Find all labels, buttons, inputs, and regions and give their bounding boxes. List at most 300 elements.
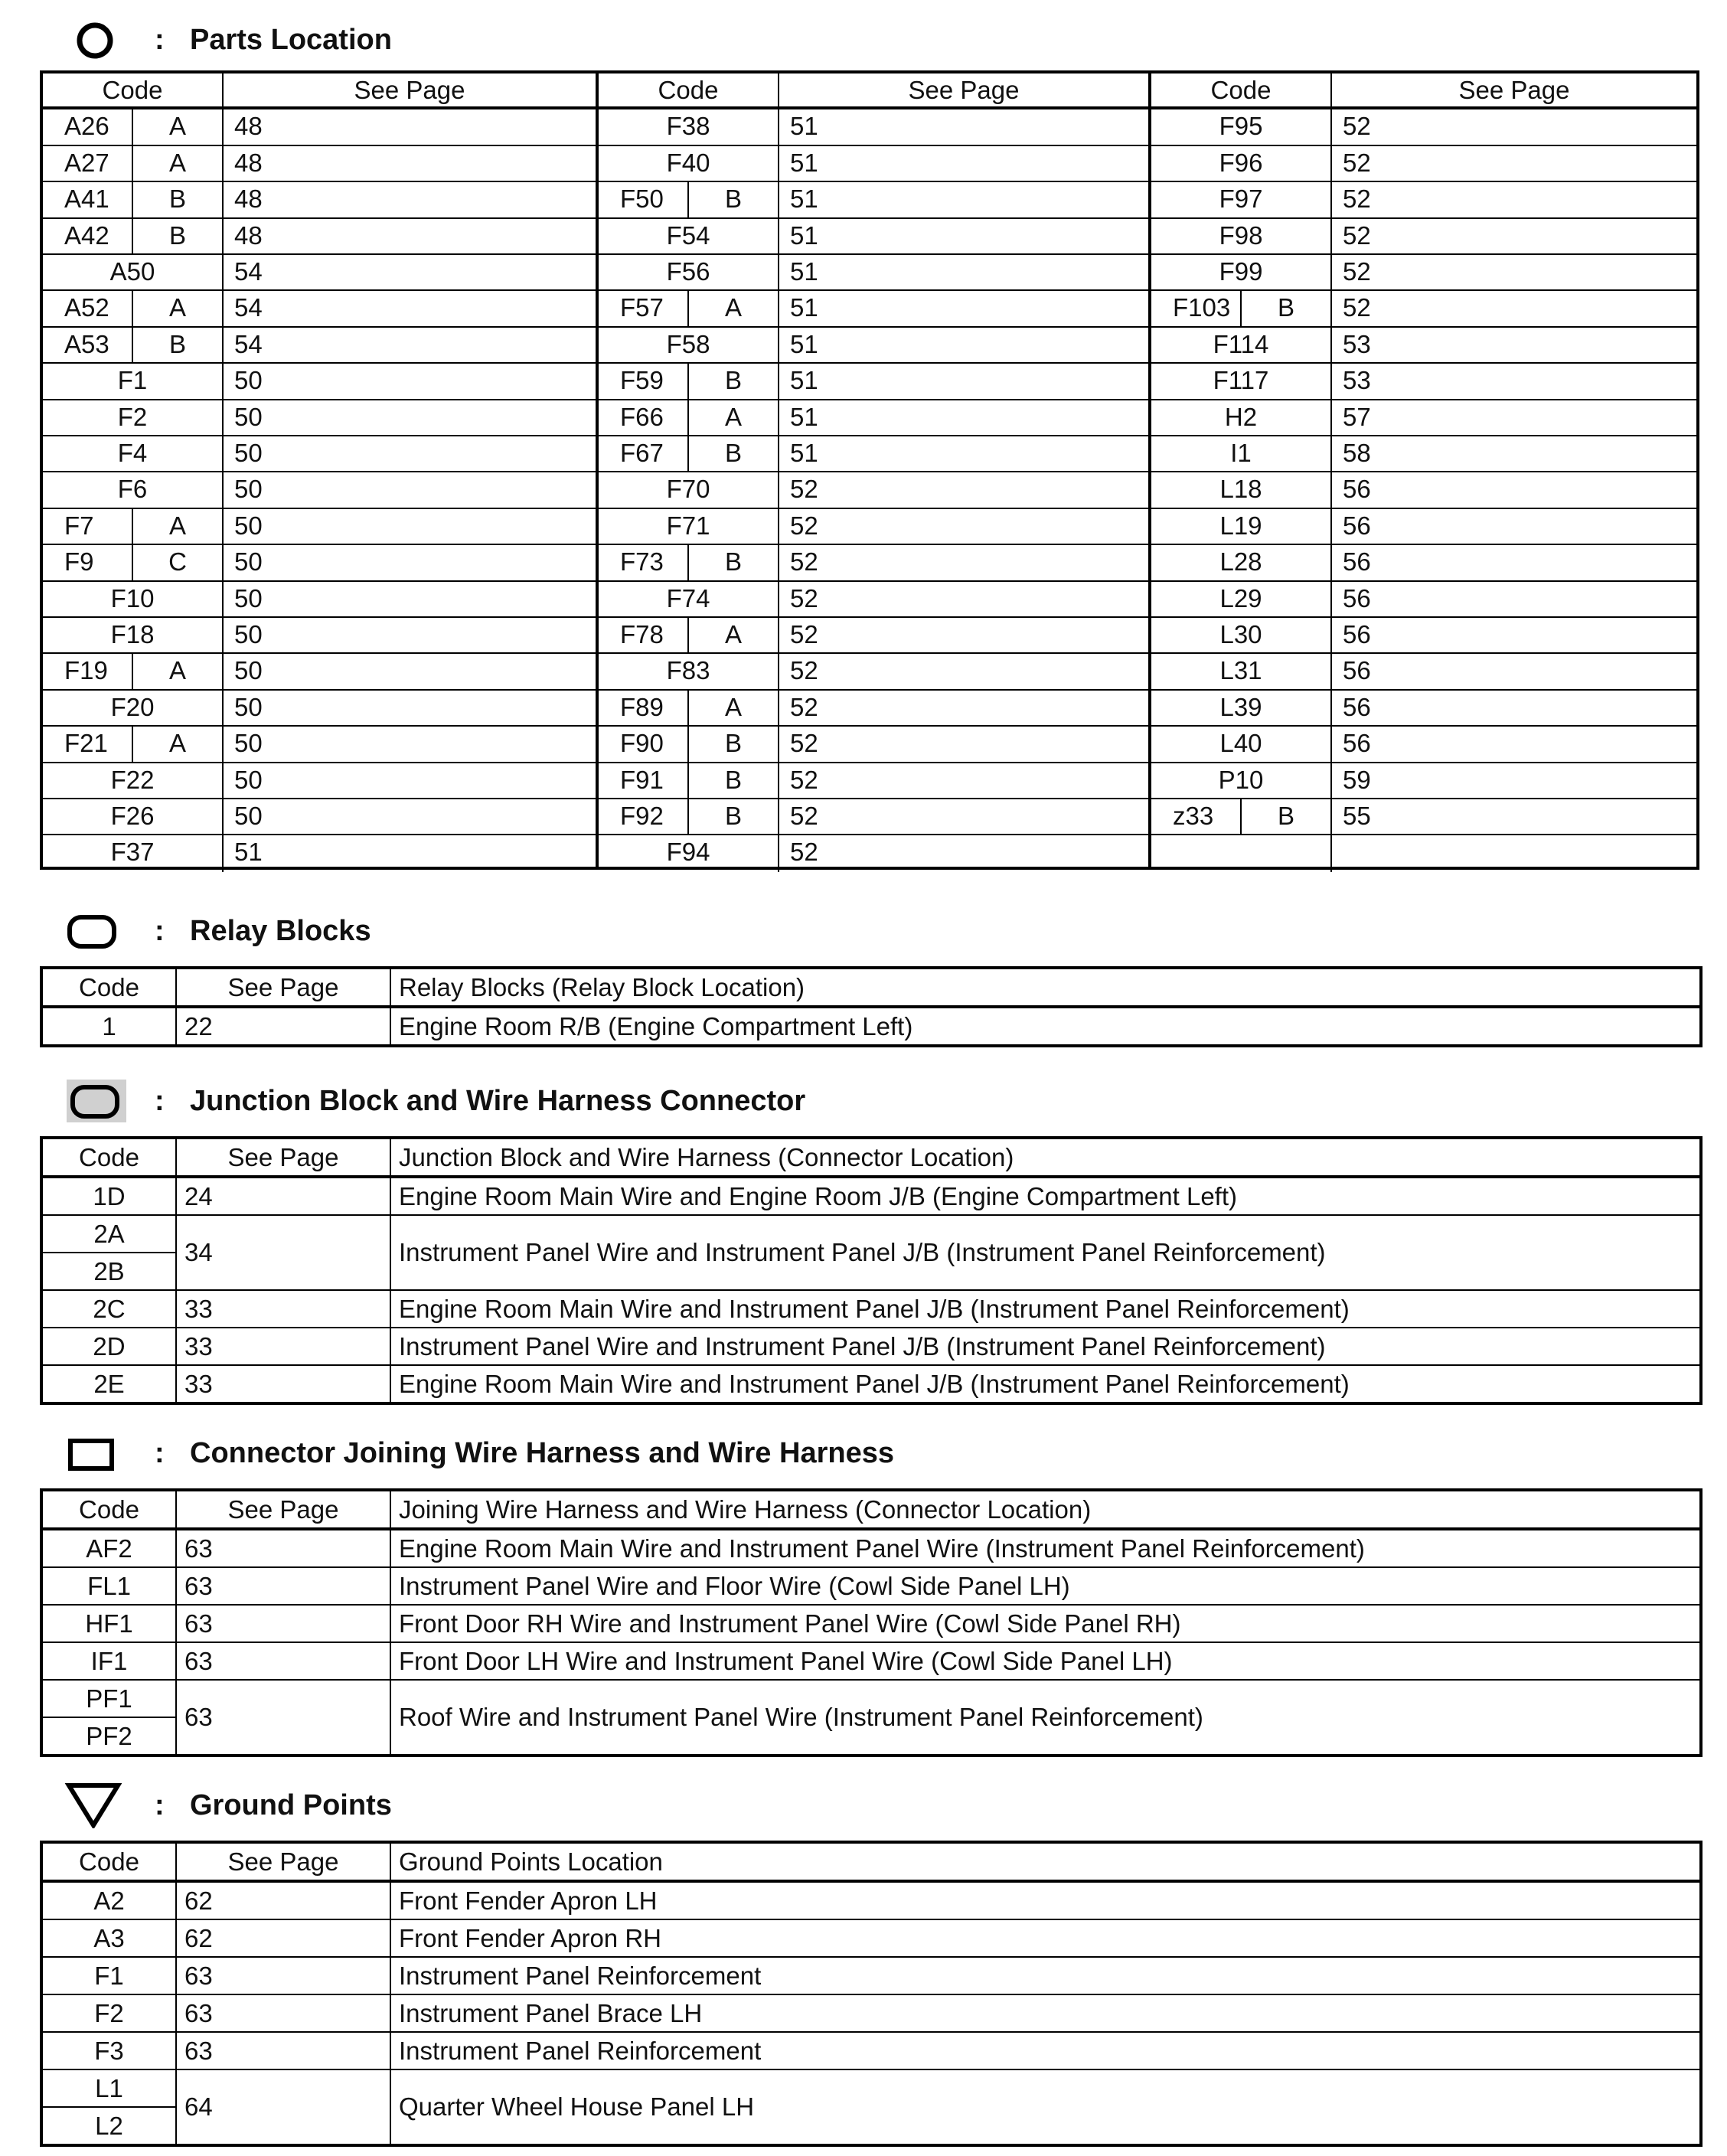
see-page-value: 52 <box>1343 185 1371 214</box>
see-page-value: 63 <box>176 1605 390 1642</box>
code-cell <box>1151 364 1332 398</box>
table-row <box>599 436 1148 472</box>
code-cell <box>43 799 224 834</box>
table-row <box>43 509 596 545</box>
code-cell <box>599 582 779 616</box>
table-row <box>43 146 596 182</box>
code-value: F18 <box>110 620 155 648</box>
location-value: Front Fender Apron RH <box>390 1919 1701 1957</box>
see-page-value: 62 <box>176 1919 390 1957</box>
table-row <box>43 472 596 508</box>
code-suffix: B <box>724 366 742 395</box>
table-row <box>43 763 596 799</box>
location-value: Instrument Panel Reinforcement <box>390 2032 1701 2069</box>
code-suffix: B <box>168 220 186 250</box>
table-row <box>1151 146 1696 182</box>
code-suffix: B <box>1277 293 1294 322</box>
code-value: L31 <box>1219 656 1262 685</box>
code-value: AF2 <box>41 1529 176 1567</box>
header-see-page: See Page <box>1458 76 1570 104</box>
see-page-value: 51 <box>790 293 818 322</box>
code-value: F2 <box>117 402 148 431</box>
code-value: A41 <box>43 182 133 217</box>
section-colon: : <box>155 24 165 56</box>
table-row <box>43 727 596 763</box>
code-value: A27 <box>43 146 133 181</box>
see-page-value: 51 <box>790 148 818 177</box>
code-cell <box>43 763 224 798</box>
see-page-value: 33 <box>176 1290 390 1328</box>
code-cell <box>1151 654 1332 688</box>
see-page-value: 56 <box>1343 547 1371 577</box>
table-row <box>599 763 1148 799</box>
table-row <box>599 472 1148 508</box>
table-row <box>599 654 1148 690</box>
ground-points-table <box>40 1841 1703 2147</box>
see-page-value: 22 <box>176 1007 390 1046</box>
parts-location-table <box>40 70 1699 870</box>
code-value: F1 <box>117 366 148 395</box>
code-value: F74 <box>666 583 710 612</box>
code-suffix: B <box>724 439 742 467</box>
see-page-value: 50 <box>234 402 263 431</box>
see-page-value: 50 <box>234 802 263 830</box>
table-row <box>43 835 596 871</box>
code-value: L19 <box>1219 511 1262 540</box>
see-page-value: 52 <box>790 583 818 612</box>
table-row <box>43 582 596 618</box>
see-page-value: 52 <box>790 511 818 540</box>
code-value: 2C <box>41 1290 176 1328</box>
code-cell <box>1151 182 1332 217</box>
code-cell <box>43 727 224 761</box>
table-row <box>43 109 596 145</box>
code-value: A2 <box>41 1881 176 1919</box>
table-row <box>1151 364 1696 400</box>
table-row <box>599 400 1148 436</box>
code-value: F117 <box>1213 366 1269 395</box>
see-page-value: 52 <box>1343 220 1371 250</box>
code-cell <box>43 654 224 688</box>
table-row <box>1151 219 1696 255</box>
rounded-rectangle-icon <box>61 908 132 954</box>
see-page-value: 54 <box>234 293 263 322</box>
table-row <box>599 582 1148 618</box>
code-cell <box>1151 436 1332 471</box>
table-row <box>43 436 596 472</box>
code-value: F114 <box>1213 329 1269 358</box>
code-cell <box>43 436 224 471</box>
code-suffix: C <box>168 547 187 577</box>
see-page-value: 50 <box>234 765 263 794</box>
code-cell <box>43 509 224 544</box>
code-cell <box>599 219 779 253</box>
table-row <box>41 1177 1701 1215</box>
see-page-value: 56 <box>1343 729 1371 758</box>
table-row <box>43 328 596 364</box>
code-cell <box>1151 472 1332 507</box>
section-colon: : <box>155 1437 165 1469</box>
code-cell <box>43 691 224 725</box>
see-page-value: 51 <box>790 257 818 286</box>
see-page-value: 56 <box>1343 475 1371 504</box>
code-cell <box>599 146 779 181</box>
location-value: Engine Room Main Wire and Instrument Panel Wire (Instrument Panel Reinforcement) <box>390 1529 1701 1567</box>
parts-location-column <box>1148 74 1696 867</box>
header-row <box>41 968 1701 1007</box>
code-cell <box>1151 691 1332 725</box>
code-cell <box>1151 146 1332 181</box>
table-row <box>43 691 596 727</box>
table-row <box>599 291 1148 327</box>
rectangle-icon <box>61 1430 132 1476</box>
header-location: Joining Wire Harness and Wire Harness (Connector Location) <box>390 1490 1701 1529</box>
junction-block-table <box>40 1136 1703 1405</box>
header-code: Code <box>41 968 176 1007</box>
code-value: F90 <box>599 727 689 761</box>
see-page-value: 54 <box>234 257 263 286</box>
code-cell <box>1151 509 1332 544</box>
code-value: F4 <box>117 439 148 467</box>
header-see-page: See Page <box>176 1490 390 1529</box>
see-page-value: 33 <box>176 1365 390 1403</box>
table-row <box>43 182 596 218</box>
code-suffix: B <box>724 765 742 794</box>
table-row <box>599 328 1148 364</box>
table-row <box>1151 691 1696 727</box>
table-row <box>599 182 1148 218</box>
table-row <box>599 618 1148 654</box>
code-value: A50 <box>109 257 155 286</box>
code-cell <box>599 691 779 725</box>
code-value: L28 <box>1219 547 1262 577</box>
code-cell <box>599 799 779 834</box>
table-row <box>1151 328 1696 364</box>
code-value: IF1 <box>41 1642 176 1680</box>
header-code: Code <box>41 1842 176 1881</box>
table-row <box>41 2069 1701 2107</box>
table-row <box>43 255 596 291</box>
code-value: F96 <box>1219 148 1263 177</box>
code-cell <box>1151 109 1332 144</box>
see-page-value: 53 <box>1343 329 1371 358</box>
see-page-value: 52 <box>790 838 818 867</box>
code-value: F66 <box>599 400 689 435</box>
table-row <box>599 509 1148 545</box>
header-row <box>1151 74 1696 109</box>
code-cell <box>1151 618 1332 652</box>
circle-icon <box>61 17 132 63</box>
code-value: F92 <box>599 799 689 834</box>
code-value: F57 <box>599 291 689 325</box>
header-code: Code <box>41 1138 176 1177</box>
see-page-value: 51 <box>790 329 818 358</box>
location-value: Engine Room Main Wire and Instrument Panel J/B (Instrument Panel Reinforcement) <box>390 1365 1701 1403</box>
header-row <box>43 74 596 109</box>
table-row <box>41 1567 1701 1605</box>
code-cell <box>599 509 779 544</box>
see-page-value: 52 <box>790 692 818 721</box>
see-page-value: 63 <box>176 2032 390 2069</box>
table-row <box>1151 400 1696 436</box>
code-value: L1 <box>41 2069 176 2107</box>
code-value: A53 <box>43 328 133 362</box>
code-cell <box>599 364 779 398</box>
parts-location-column <box>43 74 596 867</box>
code-value: F22 <box>110 765 155 794</box>
see-page-value: 34 <box>176 1215 390 1290</box>
code-cell <box>43 835 224 871</box>
code-value: F21 <box>43 727 133 761</box>
see-page-value: 50 <box>234 656 263 685</box>
code-suffix: A <box>168 148 186 177</box>
see-page-value: 48 <box>234 112 263 141</box>
table-row <box>599 109 1148 145</box>
header-row <box>41 1490 1701 1529</box>
see-page-value: 52 <box>1343 257 1371 286</box>
code-cell <box>43 146 224 181</box>
code-value: F7 <box>43 509 133 544</box>
table-row <box>599 727 1148 763</box>
code-cell <box>1151 291 1332 325</box>
code-cell <box>1151 763 1332 798</box>
see-page-value: 52 <box>790 620 818 648</box>
code-value: A26 <box>43 109 133 144</box>
see-page-value: 53 <box>1343 366 1371 395</box>
code-value: P10 <box>1218 765 1264 794</box>
header-see-page: See Page <box>176 1138 390 1177</box>
see-page-value: 51 <box>790 185 818 214</box>
location-value: Engine Room Main Wire and Instrument Panel J/B (Instrument Panel Reinforcement) <box>390 1290 1701 1328</box>
see-page-value: 54 <box>234 329 263 358</box>
code-cell <box>43 291 224 325</box>
code-suffix: B <box>1277 802 1294 830</box>
table-row <box>43 654 596 690</box>
table-row <box>43 364 596 400</box>
code-cell <box>43 255 224 289</box>
code-suffix: A <box>168 656 186 685</box>
table-row <box>43 618 596 654</box>
code-value: F19 <box>43 654 133 688</box>
see-page-value: 52 <box>1343 293 1371 322</box>
code-cell <box>599 109 779 144</box>
table-row <box>1151 582 1696 618</box>
location-value: Front Fender Apron LH <box>390 1881 1701 1919</box>
table-row <box>43 799 596 835</box>
table-row <box>599 799 1148 835</box>
see-page-value: 52 <box>790 656 818 685</box>
header-code: Code <box>41 1490 176 1529</box>
code-value: 1 <box>41 1007 176 1046</box>
location-value: Engine Room Main Wire and Engine Room J/B (Engine Compartment Left) <box>390 1177 1701 1215</box>
table-row <box>599 146 1148 182</box>
see-page-value: 52 <box>790 802 818 830</box>
header-code-cell <box>1151 74 1332 106</box>
see-page-value: 63 <box>176 1567 390 1605</box>
see-page-value: 51 <box>790 366 818 395</box>
code-suffix: A <box>724 402 742 431</box>
code-value: F98 <box>1219 220 1263 250</box>
header-row <box>41 1138 1701 1177</box>
code-cell <box>43 545 224 580</box>
code-value: F54 <box>666 220 710 250</box>
table-row <box>41 1529 1701 1567</box>
code-value: L2 <box>41 2107 176 2145</box>
table-row <box>1151 509 1696 545</box>
code-value: PF1 <box>41 1680 176 1717</box>
code-value: F2 <box>41 1994 176 2032</box>
code-value: F94 <box>666 838 710 867</box>
header-see-page: See Page <box>354 76 465 104</box>
location-value: Engine Room R/B (Engine Compartment Left) <box>390 1007 1701 1046</box>
code-value: F78 <box>599 618 689 652</box>
code-value: F26 <box>110 802 155 830</box>
header-row <box>41 1842 1701 1881</box>
table-row <box>1151 727 1696 763</box>
code-value: 2E <box>41 1365 176 1403</box>
code-value: F95 <box>1219 112 1263 141</box>
code-cell <box>599 835 779 871</box>
code-value: 2A <box>41 1215 176 1253</box>
section-title: Relay Blocks <box>190 915 371 947</box>
header-see-page: See Page <box>176 1842 390 1881</box>
section-title: Ground Points <box>190 1789 392 1821</box>
see-page-value: 57 <box>1343 402 1371 431</box>
see-page-value: 56 <box>1343 583 1371 612</box>
code-cell <box>1151 400 1332 435</box>
code-value: F73 <box>599 545 689 580</box>
table-row <box>43 400 596 436</box>
code-cell <box>43 618 224 652</box>
table-row <box>1151 835 1696 871</box>
see-page-value: 52 <box>790 765 818 794</box>
see-page-value: 58 <box>1343 439 1371 467</box>
table-row <box>1151 255 1696 291</box>
table-row <box>599 255 1148 291</box>
shaded-rounded-rectangle-icon <box>61 1078 132 1124</box>
see-page-value: 55 <box>1343 802 1371 830</box>
code-cell <box>43 400 224 435</box>
code-value: A3 <box>41 1919 176 1957</box>
table-row <box>41 1642 1701 1680</box>
header-code: Code <box>102 76 163 104</box>
code-value: F83 <box>666 656 710 685</box>
table-row <box>43 545 596 581</box>
code-value: A42 <box>43 219 133 253</box>
code-suffix: A <box>168 293 186 322</box>
code-value: L18 <box>1219 475 1262 504</box>
see-page-value: 50 <box>234 366 263 395</box>
code-value: F103 <box>1151 291 1242 325</box>
section-title: Connector Joining Wire Harness and Wire Harness <box>190 1437 894 1469</box>
see-page-value: 52 <box>1343 148 1371 177</box>
location-value: Front Door LH Wire and Instrument Panel Wire (Cowl Side Panel LH) <box>390 1642 1701 1680</box>
see-page-value: 63 <box>176 1680 390 1756</box>
header-location: Ground Points Location <box>390 1842 1701 1881</box>
code-cell <box>1151 219 1332 253</box>
header-code-cell <box>599 74 779 106</box>
header-code: Code <box>1210 76 1272 104</box>
location-value: Roof Wire and Instrument Panel Wire (Instrument Panel Reinforcement) <box>390 1680 1701 1756</box>
see-page-value: 63 <box>176 1957 390 1994</box>
code-value: F89 <box>599 691 689 725</box>
location-value: Instrument Panel Reinforcement <box>390 1957 1701 1994</box>
table-row <box>1151 618 1696 654</box>
code-value: F67 <box>599 436 689 471</box>
section-colon: : <box>155 1789 165 1821</box>
table-row <box>43 291 596 327</box>
code-value: F91 <box>599 763 689 798</box>
code-cell <box>599 255 779 289</box>
header-location: Relay Blocks (Relay Block Location) <box>390 968 1701 1007</box>
code-cell <box>43 182 224 217</box>
connector-joining-table <box>40 1488 1703 1757</box>
see-page-value: 50 <box>234 547 263 577</box>
code-value: 2D <box>41 1328 176 1365</box>
see-page-value: 48 <box>234 185 263 214</box>
code-cell <box>599 727 779 761</box>
table-row <box>41 1365 1701 1403</box>
see-page-value: 51 <box>234 838 263 867</box>
see-page-value: 56 <box>1343 656 1371 685</box>
see-page-value: 56 <box>1343 511 1371 540</box>
see-page-value: 50 <box>234 692 263 721</box>
table-row <box>1151 545 1696 581</box>
see-page-value: 56 <box>1343 692 1371 721</box>
code-suffix: B <box>724 802 742 830</box>
code-suffix: B <box>168 185 186 214</box>
code-suffix: A <box>168 112 186 141</box>
code-cell <box>599 436 779 471</box>
code-cell <box>1151 255 1332 289</box>
section-title: Junction Block and Wire Harness Connector <box>190 1085 806 1117</box>
code-cell <box>599 654 779 688</box>
table-row <box>1151 182 1696 218</box>
code-value: F97 <box>1219 185 1263 214</box>
see-page-value: 64 <box>176 2069 390 2145</box>
header-code: Code <box>658 76 719 104</box>
code-value: FL1 <box>41 1567 176 1605</box>
table-row <box>599 364 1148 400</box>
code-value: F58 <box>666 329 710 358</box>
table-row <box>41 1680 1701 1717</box>
code-value: F38 <box>666 112 710 141</box>
code-cell <box>599 763 779 798</box>
code-cell <box>599 182 779 217</box>
location-value: Instrument Panel Wire and Instrument Panel J/B (Instrument Panel Reinforcement) <box>390 1215 1701 1290</box>
see-page-value: 50 <box>234 729 263 758</box>
code-value: z33 <box>1151 799 1242 834</box>
code-suffix: A <box>724 620 742 648</box>
see-page-value: 59 <box>1343 765 1371 794</box>
code-suffix: B <box>724 547 742 577</box>
relay-blocks-table <box>40 966 1703 1047</box>
table-row <box>41 1919 1701 1957</box>
code-cell <box>1151 727 1332 761</box>
triangle-icon <box>61 1782 132 1828</box>
table-row <box>1151 799 1696 835</box>
see-page-value: 50 <box>234 511 263 540</box>
table-row <box>41 1290 1701 1328</box>
code-suffix: A <box>168 729 186 758</box>
code-value: A52 <box>43 291 133 325</box>
code-value: HF1 <box>41 1605 176 1642</box>
code-cell <box>1151 582 1332 616</box>
table-row <box>41 1007 1701 1046</box>
table-row <box>41 1881 1701 1919</box>
table-row <box>1151 472 1696 508</box>
code-suffix: A <box>168 511 186 540</box>
